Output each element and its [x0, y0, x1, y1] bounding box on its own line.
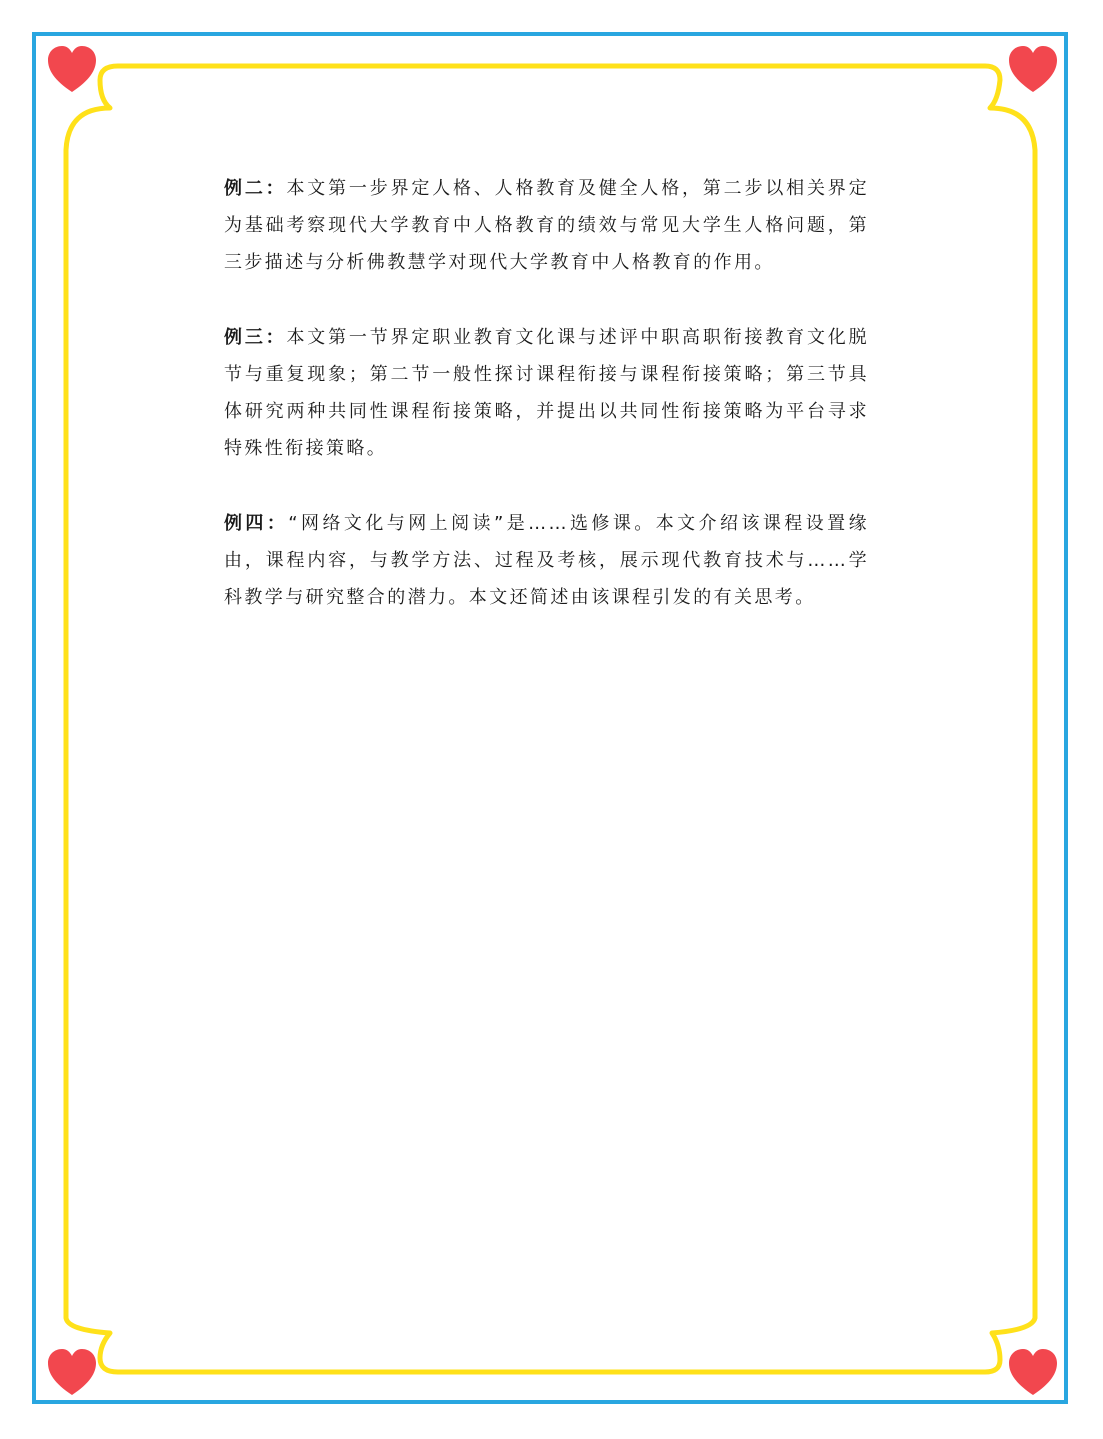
- example-text: 本文第一节界定职业教育文化课与述评中职高职衔接教育文化脱节与重复现象；第二节一般性探讨课程衔接与课程衔接策略；第三节具体研究两种共同性课程衔接策略，并提出以共同性衔接策略为平台寻求特殊性衔接策略。: [224, 327, 869, 459]
- example-paragraph: [224, 505, 869, 616]
- heart-icon: [1005, 42, 1061, 98]
- heart-icon: [44, 42, 100, 98]
- example-label: 例二：: [224, 178, 287, 199]
- example-paragraph: [224, 319, 869, 467]
- example-label: 例四：: [224, 513, 289, 534]
- example-text: 本文第一步界定人格、人格教育及健全人格，第二步以相关界定为基础考察现代大学教育中人格教育的绩效与常见大学生人格问题，第三步描述与分析佛教慧学对现代大学教育中人格教育的作用。: [224, 178, 869, 273]
- heart-icon: [1005, 1345, 1061, 1401]
- example-label: 例三：: [224, 327, 287, 348]
- example-paragraph: [224, 170, 869, 281]
- document-body: [224, 170, 869, 654]
- heart-icon: [44, 1345, 100, 1401]
- example-text: “网络文化与网上阅读”是……选修课。本文介绍该课程设置缘由，课程内容，与教学方法、过程及考核，展示现代教育技术与……学科教学与研究整合的潜力。本文还简述由该课程引发的有关思考。: [224, 513, 869, 608]
